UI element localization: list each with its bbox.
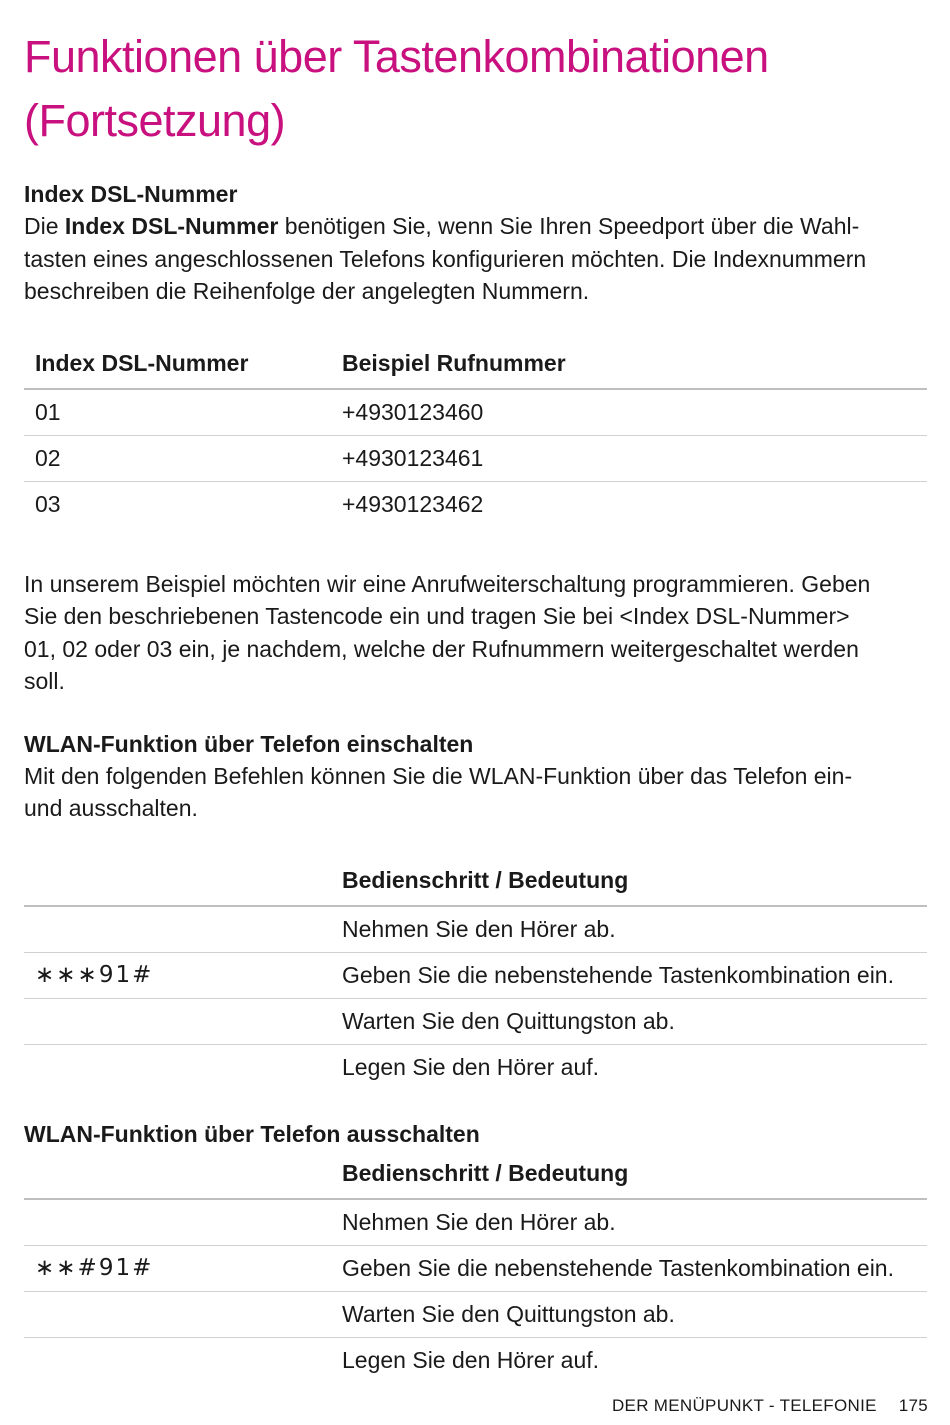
- table-row: [24, 1245, 927, 1291]
- page-title: [24, 0, 927, 153]
- table-header-row: [24, 857, 927, 906]
- page-title-line1: Funktionen über Tastenkombinationen: [24, 31, 769, 82]
- step-cell: Nehmen Sie den Hörer ab.: [342, 906, 927, 953]
- wlan-on-para-line1: Mit den folgenden Befehlen können Sie die WLAN-Funktion über das Telefon ein-: [24, 762, 853, 789]
- table-row: [24, 906, 927, 953]
- index-cell: 01: [24, 389, 342, 436]
- wlan-on-para-line2: und ausschalten.: [24, 795, 198, 821]
- wlan-off-table: [24, 1150, 927, 1383]
- step-cell: Geben Sie die nebenstehende Tastenkombination ein.: [342, 952, 927, 998]
- wlan-on-heading: WLAN-Funktion über Telefon einschalten: [24, 730, 474, 757]
- key-code-cell: [24, 1044, 342, 1090]
- index-para-line2: tasten eines angeschlossenen Telefons konfigurieren möchten. Die Indexnummern: [24, 245, 867, 272]
- key-code-cell: [24, 1291, 342, 1337]
- step-cell: Warten Sie den Quittungston ab.: [342, 1291, 927, 1337]
- wlan-on-table: [24, 857, 927, 1090]
- index-table-header-number: Beispiel Rufnummer: [342, 340, 927, 389]
- index-table: [24, 340, 927, 527]
- step-cell: Legen Sie den Hörer auf.: [342, 1053, 600, 1080]
- wlan-on-header-step: Bedienschritt / Bedeutung: [342, 857, 927, 906]
- table-row: [24, 998, 927, 1044]
- index-para-prefix: Die: [24, 213, 65, 239]
- step-cell: Warten Sie den Quittungston ab.: [342, 998, 927, 1044]
- example-line4: soll.: [24, 668, 65, 694]
- example-line2: Sie den beschriebenen Tastencode ein und tragen Sie bei <Index DSL-Nummer>: [24, 603, 850, 629]
- index-paragraph: [24, 210, 927, 308]
- example-line1: In unserem Beispiel möchten wir eine Anrufweiterschaltung programmieren. Geben: [24, 570, 871, 597]
- key-code-cell: [24, 1337, 342, 1383]
- table-row: [24, 389, 927, 436]
- example-paragraph: [24, 568, 927, 698]
- step-cell: Legen Sie den Hörer auf.: [342, 1346, 600, 1373]
- number-cell: +4930123461: [342, 435, 927, 481]
- footer-section-label: DER MENÜPUNKT - TELEFONIE: [611, 1396, 877, 1415]
- document-page: [24, 0, 927, 1383]
- table-header-row: [24, 340, 927, 389]
- table-row: [24, 952, 927, 998]
- wlan-off-heading: WLAN-Funktion über Telefon ausschalten: [24, 1120, 480, 1147]
- number-cell: +4930123460: [342, 389, 927, 436]
- key-code-cell: [24, 1199, 342, 1246]
- example-line3: 01, 02 oder 03 ein, je nachdem, welche der Rufnummern weitergeschaltet werden: [24, 635, 859, 662]
- page-title-line2: (Fortsetzung): [24, 95, 286, 146]
- table-row: [24, 1337, 927, 1383]
- wlan-on-header-empty: [24, 857, 342, 906]
- table-row: [24, 1199, 927, 1246]
- index-para-rest: benötigen Sie, wenn Sie Ihren Speedport über die Wahl-: [278, 213, 860, 239]
- index-para-line3: beschreiben die Reihenfolge der angelegten Nummern.: [24, 278, 590, 304]
- wlan-on-paragraph: [24, 760, 927, 825]
- wlan-off-header-step: Bedienschritt / Bedeutung: [342, 1150, 927, 1199]
- step-cell: Geben Sie die nebenstehende Tastenkombination ein.: [342, 1245, 927, 1291]
- page-footer: [612, 1396, 928, 1416]
- key-code-cell: [24, 906, 342, 953]
- table-row: [24, 1291, 927, 1337]
- key-code-cell: [24, 998, 342, 1044]
- table-row: [24, 435, 927, 481]
- wlan-off-header-empty: [24, 1150, 342, 1199]
- step-cell: Nehmen Sie den Hörer ab.: [342, 1199, 927, 1246]
- index-section: [24, 178, 927, 308]
- page-number: 175: [898, 1396, 928, 1415]
- table-row: [24, 481, 927, 527]
- index-table-header-index: Index DSL-Nummer: [24, 340, 342, 389]
- index-para-bold: Index DSL-Nummer: [64, 213, 279, 239]
- index-cell: 03: [35, 490, 61, 517]
- key-code-cell: ∗∗#91#: [24, 1245, 342, 1291]
- table-row: [24, 1044, 927, 1090]
- key-code-cell: ∗∗∗91#: [24, 952, 342, 998]
- index-heading: Index DSL-Nummer: [24, 181, 238, 207]
- table-header-row: [24, 1150, 927, 1199]
- number-cell: +4930123462: [342, 490, 484, 517]
- wlan-on-section: [24, 728, 927, 825]
- index-cell: 02: [24, 435, 342, 481]
